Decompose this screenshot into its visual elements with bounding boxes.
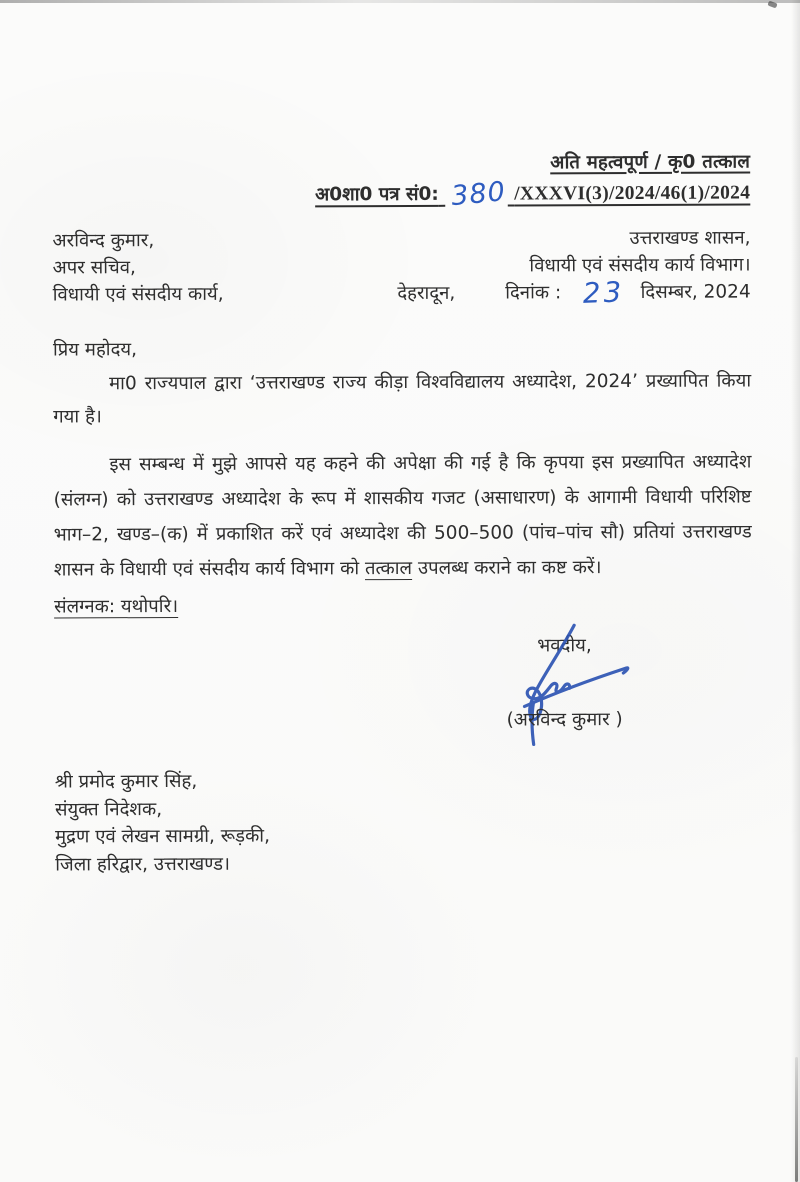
enclosure-note: संलग्नक: यथोपरि।: [54, 595, 179, 618]
recipient-block: [55, 765, 753, 878]
recipient-name: श्री प्रमोद कुमार सिंह,: [54, 770, 198, 793]
recipient-office: मुद्रण एवं लेखन सामग्री, रूड़की,: [55, 825, 270, 848]
address-header-block: [52, 224, 750, 308]
recipient-district: जिला हरिद्वार, उत्तराखण्ड।: [55, 853, 231, 876]
body-paragraph-2: [53, 444, 752, 587]
underlined-word: तत्काल: [364, 557, 413, 580]
ref-number-handwritten: 380: [449, 176, 507, 213]
dateline-place: देहरादून,: [397, 282, 456, 305]
salutation: प्रिय महोदय,: [52, 339, 138, 361]
ref-prefix: अ0शा0 पत्र सं0:: [315, 183, 439, 206]
body-paragraph-1: मा0 राज्यपाल द्वारा ‘उत्तराखण्ड राज्य कीड़ा विश्वविद्यालय अध्यादेश, 2024’ प्रख्यापित किया गया है।: [53, 370, 752, 428]
signer-name: (अरविन्द कुमार ): [506, 709, 623, 731]
office-government: उत्तराखण्ड शासन,: [629, 227, 751, 249]
office-block: [397, 224, 751, 310]
date-day-handwritten: 23: [582, 275, 626, 310]
signature-block: [54, 625, 753, 756]
paragraph-2-text: इस सम्बन्ध में मुझे आपसे यह कहने की अपेक्षा की गई है कि कृपया इस प्रख्यापित अध्यादेश (संलग्न) को उत्तराखण्ड अध्यादेश के रूप में शासकीय गजट (असाधारण) के आगामी विधायी परिशिष्ट भाग–2, खण्ड–(क) में प्रकाशित करें एवं अध्यादेश की 500–500 (पांच–पांच सौ) प्रतियां उत्तराखण्ड शासन के विधायी एवं संसदीय कार्य विभाग को: [53, 451, 752, 581]
office-department: विधायी एवं संसदीय कार्य विभाग।: [529, 254, 751, 277]
priority-label: अति महत्वपूर्ण / कृ0 तत्काल: [550, 151, 751, 174]
ref-line: [52, 176, 751, 213]
dateline-rest: दिसम्बर, 2024: [640, 281, 751, 303]
sender-designation: अपर सचिव,: [52, 257, 136, 279]
paragraph-2-text-end: उपलब्ध कराने का कष्ट करें।: [412, 557, 602, 579]
dateline: [397, 275, 751, 310]
dateline-label: दिनांक :: [505, 282, 562, 304]
recipient-designation: संयुक्त निदेशक,: [54, 798, 163, 821]
sender-department: विधायी एवं संसदीय कार्य,: [52, 283, 224, 306]
closing-valediction: भवदीय,: [537, 635, 592, 657]
ref-suffix: /XXXVI(3)/2024/46(1)/2024: [514, 182, 751, 205]
sender-block: [52, 227, 223, 309]
sender-name: अरविन्द कुमार,: [52, 230, 155, 252]
